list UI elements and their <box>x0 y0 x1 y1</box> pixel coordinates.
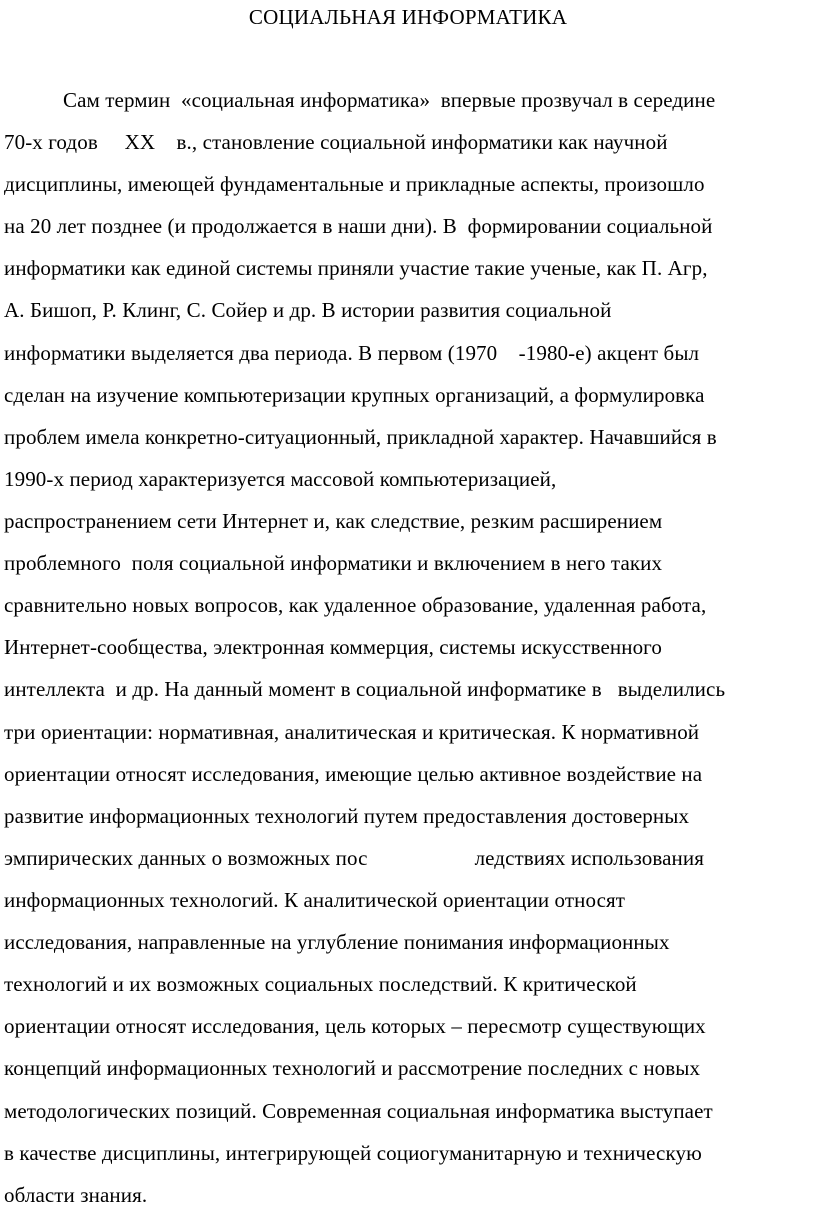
paragraph-line: Сам термин «социальная информатика» впервые прозвучал в середине <box>63 88 716 112</box>
paragraph-line: ориентации относят исследования, цель которых – пересмотр существующих <box>4 1014 706 1038</box>
document-title: СОЦИАЛЬНАЯ ИНФОРМАТИКА <box>248 5 568 29</box>
paragraph-line: методологических позиций. Современная социальная информатика выступает <box>4 1099 713 1123</box>
paragraph-line: концепций информационных технологий и рассмотрение последних с новых <box>4 1056 701 1080</box>
paragraph-line: 1990-х период характеризуется массовой компьютеризацией, <box>4 467 557 491</box>
paragraph-line: 70-х годов XX в., становление социальной информатики как научной <box>4 130 668 154</box>
paragraph-line: технологий и их возможных социальных последствий. К критической <box>4 972 637 996</box>
paragraph-line: проблем имела конкретно-ситуационный, прикладной характер. Начавшийся в <box>4 425 717 449</box>
paragraph-line: дисциплины, имеющей фундаментальные и прикладные аспекты, произошло <box>4 172 705 196</box>
paragraph-line: области знания. <box>4 1183 148 1207</box>
paragraph-line: информатики как единой системы приняли участие такие ученые, как П. Агр, <box>4 256 708 280</box>
paragraph-line: сделан на изучение компьютеризации крупных организаций, а формулировка <box>4 383 705 407</box>
paragraph-line: А. Бишоп, Р. Клинг, С. Сойер и др. В истории развития социальной <box>4 298 612 322</box>
paragraph-line: три ориентации: нормативная, аналитическая и критическая. К нормативной <box>4 720 700 744</box>
paragraph-line: информатики выделяется два периода. В первом (1970 -1980-е) акцент был <box>4 341 700 365</box>
paragraph-line: информационных технологий. К аналитической ориентации относят <box>4 888 626 912</box>
paragraph-line: исследования, направленные на углубление понимания информационных <box>4 930 670 954</box>
paragraph-line: сравнительно новых вопросов, как удаленное образование, удаленная работа, <box>4 593 707 617</box>
paragraph-line: интеллекта и др. На данный момент в социальной информатике в выделились <box>4 677 726 701</box>
paragraph-line: распространением сети Интернет и, как следствие, резким расширением <box>4 509 663 533</box>
paragraph-line: на 20 лет позднее (и продолжается в наши дни). В формировании социальной <box>4 214 713 238</box>
paragraph-line: ориентации относят исследования, имеющие целью активное воздействие на <box>4 762 703 786</box>
paragraph-line: проблемного поля социальной информатики и включением в него таких <box>4 551 663 575</box>
paragraph-line: развитие информационных технологий путем предоставления достоверных <box>4 804 690 828</box>
paragraph-line: эмпирических данных о возможных пос ледствиях использования <box>4 846 704 870</box>
paragraph-line: в качестве дисциплины, интегрирующей социогуманитарную и техническую <box>4 1141 702 1165</box>
paragraph-line: Интернет-сообщества, электронная коммерция, системы искусственного <box>4 635 662 659</box>
